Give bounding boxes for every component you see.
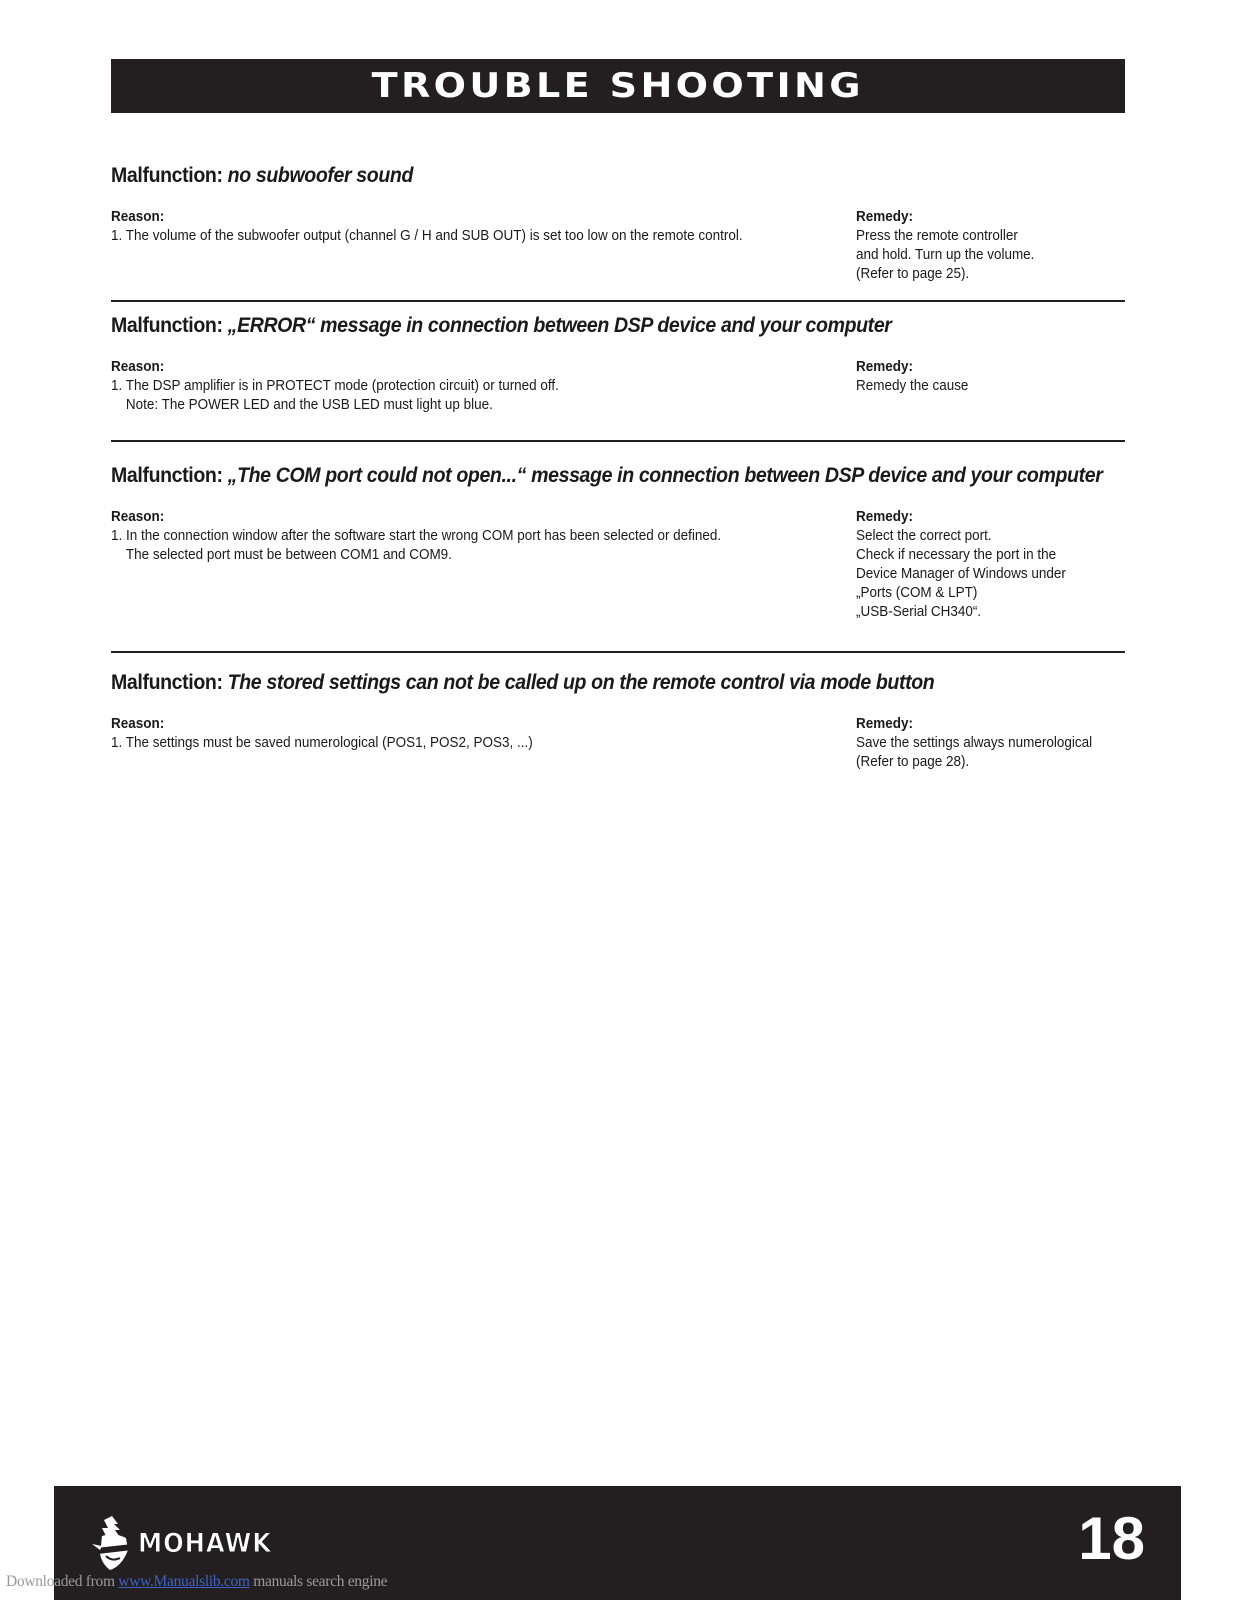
page-title-bar xyxy=(111,59,1125,113)
malfunction-issue: „The COM port could not open...“ message in connection between DSP device and your computer xyxy=(227,464,1103,487)
reason-note: Note: The POWER LED and the USB LED must light up blue. xyxy=(125,397,493,413)
malfunction-section-4 xyxy=(111,671,1125,770)
remedy-block xyxy=(856,715,1126,772)
remedy-label: Remedy: xyxy=(856,209,913,225)
malfunction-heading xyxy=(111,314,1054,338)
remedy-line: Device Manager of Windows under xyxy=(856,566,1066,582)
reason-block xyxy=(111,358,831,415)
malfunction-heading xyxy=(111,164,1054,188)
section-divider xyxy=(111,300,1125,302)
reason-label: Reason: xyxy=(111,209,165,225)
brand-wordmark: MOHAWK® xyxy=(138,1527,281,1559)
malfunction-heading xyxy=(111,464,1103,488)
malfunction-issue: no subwoofer sound xyxy=(227,164,414,187)
remedy-line: Save the settings always numerological xyxy=(856,735,1093,751)
reason-block xyxy=(111,208,831,246)
remedy-label: Remedy: xyxy=(856,509,913,525)
section-divider xyxy=(111,440,1125,442)
mohawk-head-icon xyxy=(92,1514,136,1572)
reason-label: Reason: xyxy=(111,359,165,375)
malfunction-section-2 xyxy=(111,314,1125,415)
reason-line: 1. In the connection window after the software start the wrong COM port has been selected or defined. xyxy=(111,528,722,544)
remedy-block xyxy=(856,208,1126,284)
page-title: TROUBLE SHOOTING xyxy=(371,66,865,106)
malfunction-issue: The stored settings can not be called up on the remote control via mode button xyxy=(227,671,935,694)
download-suffix: manuals search engine xyxy=(253,1573,388,1590)
remedy-label: Remedy: xyxy=(856,359,913,375)
malfunction-prefix: Malfunction: xyxy=(111,314,223,337)
reason-block xyxy=(111,715,831,753)
reason-line: 1. The settings must be saved numerological (POS1, POS2, POS3, ...) xyxy=(111,735,533,751)
remedy-label: Remedy: xyxy=(856,716,913,732)
remedy-line: and hold. Turn up the volume. xyxy=(856,247,1035,263)
reason-block xyxy=(111,508,831,565)
download-prefix: Downloaded from xyxy=(6,1573,115,1590)
remedy-block xyxy=(856,508,1126,622)
manualslib-link[interactable]: www.Manualslib.com xyxy=(118,1573,250,1590)
remedy-line: Select the correct port. xyxy=(856,528,992,544)
malfunction-section-1 xyxy=(111,164,1125,282)
reason-line: 1. The volume of the subwoofer output (channel G / H and SUB OUT) is set too low on the remote control. xyxy=(111,228,743,244)
remedy-line: (Refer to page 28). xyxy=(856,754,970,770)
malfunction-section-3 xyxy=(111,464,1125,620)
malfunction-prefix: Malfunction: xyxy=(111,464,223,487)
brand-logo xyxy=(92,1514,297,1572)
remedy-block xyxy=(856,358,1126,396)
section-divider xyxy=(111,651,1125,653)
remedy-line: „USB-Serial CH340“. xyxy=(856,604,982,620)
malfunction-prefix: Malfunction: xyxy=(111,671,223,694)
malfunction-prefix: Malfunction: xyxy=(111,164,223,187)
malfunction-heading xyxy=(111,671,1054,695)
download-note xyxy=(6,1573,387,1591)
reason-label: Reason: xyxy=(111,509,165,525)
remedy-line: Check if necessary the port in the xyxy=(856,547,1057,563)
malfunction-issue: „ERROR“ message in connection between DSP device and your computer xyxy=(227,314,892,337)
remedy-line: Remedy the cause xyxy=(856,378,969,394)
remedy-line: „Ports (COM & LPT) xyxy=(856,585,978,601)
reason-label: Reason: xyxy=(111,716,165,732)
remedy-line: Press the remote controller xyxy=(856,228,1018,244)
remedy-line: (Refer to page 25). xyxy=(856,266,970,282)
reason-line: 1. The DSP amplifier is in PROTECT mode (protection circuit) or turned off. xyxy=(111,378,559,394)
page-number: 18 xyxy=(1078,1505,1145,1572)
reason-line: The selected port must be between COM1 and COM9. xyxy=(125,547,452,563)
